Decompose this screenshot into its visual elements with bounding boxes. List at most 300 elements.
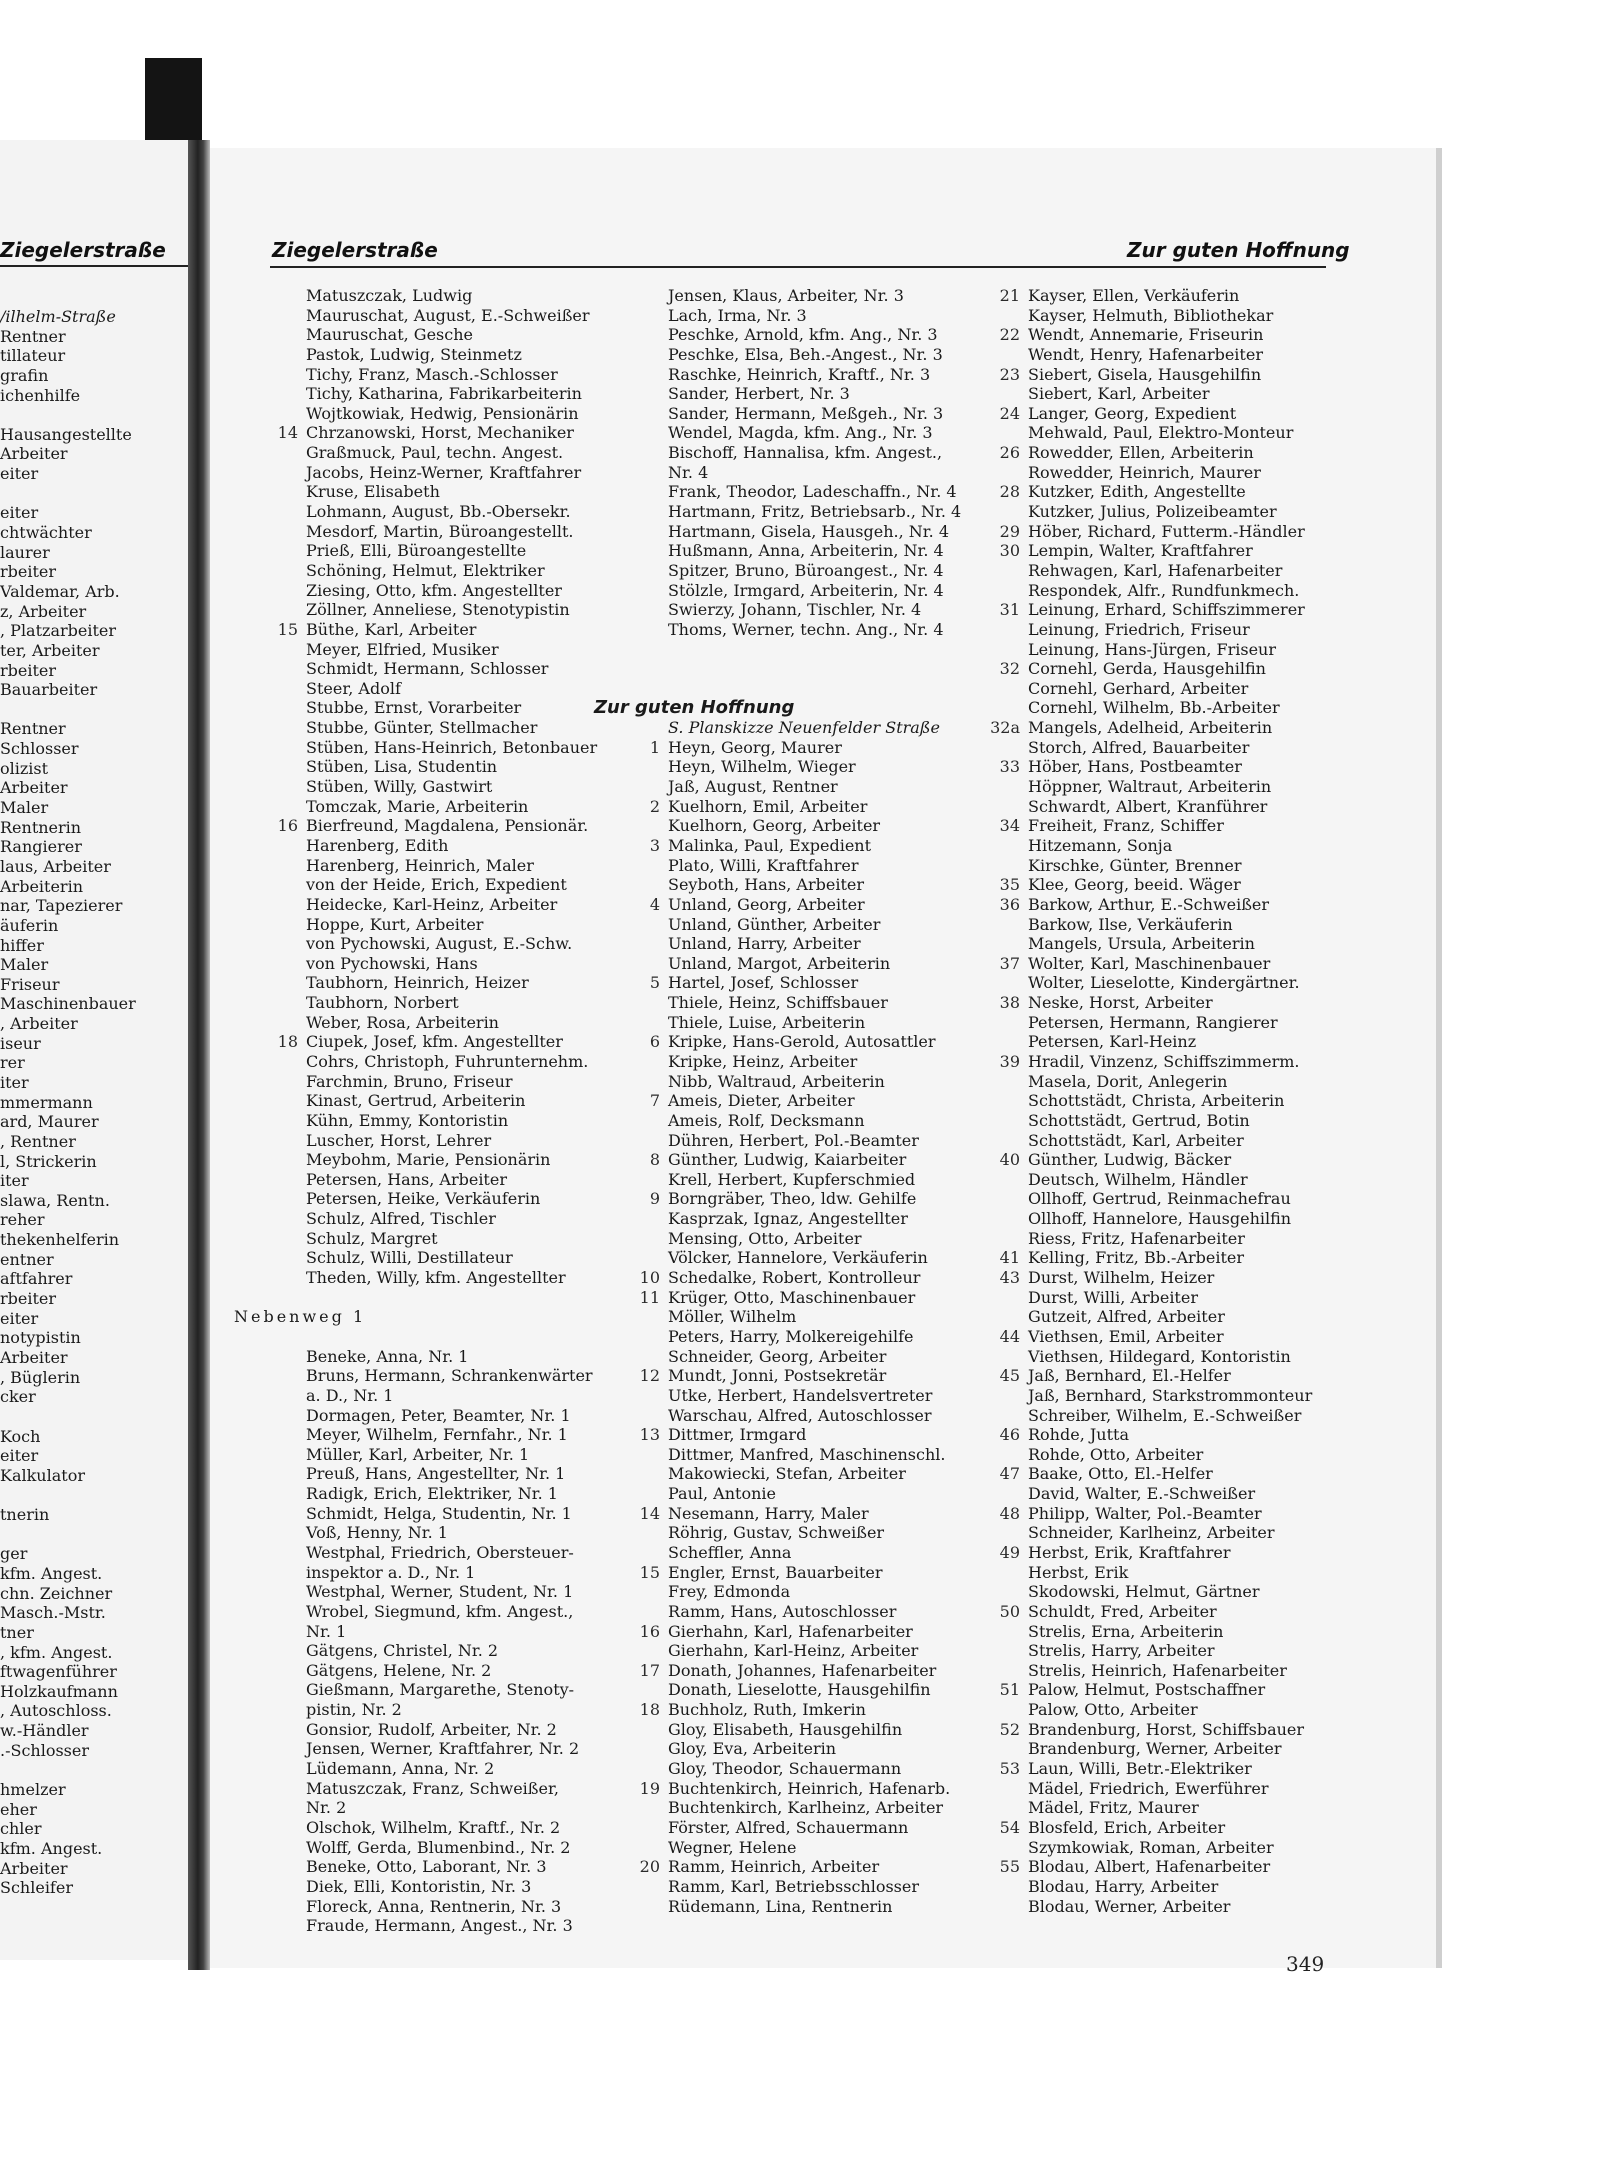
house-number (620, 757, 668, 777)
house-number (980, 934, 1028, 954)
house-number: 4 (649, 894, 660, 914)
resident-entry (980, 738, 1340, 758)
resident-name: Mädel, Friedrich, Ewerführer (1028, 1778, 1269, 1798)
resident-entry (980, 1523, 1340, 1543)
house-number (258, 1131, 306, 1151)
house-number (980, 738, 1028, 758)
house-number: 15 (277, 619, 298, 639)
fragment-text: olizist (0, 758, 49, 778)
fragment-text: ard, Maurer (0, 1112, 99, 1132)
resident-name: Jaß, August, Rentner (668, 777, 838, 797)
resident-name: Höber, Richard, Futterm.-Händler (1028, 521, 1305, 541)
house-number (258, 1700, 306, 1720)
fragment-text: Maschinenbauer (0, 994, 136, 1014)
house-number (980, 1779, 1028, 1799)
resident-entry (980, 1897, 1340, 1917)
fragment-text: eiter (0, 464, 39, 484)
left-page-fragment (0, 1839, 188, 1859)
house-number (980, 1661, 1028, 1681)
resident-name: Nibb, Waltraud, Arbeiterin (668, 1071, 885, 1091)
house-number (620, 1582, 668, 1602)
resident-entry (620, 757, 978, 777)
left-page-column (0, 307, 188, 1898)
house-number (620, 345, 668, 365)
resident-entry (980, 1720, 1340, 1740)
resident-entry (258, 895, 614, 915)
resident-name: Frey, Edmonda (668, 1582, 791, 1602)
resident-entry (620, 581, 978, 601)
resident-entry (980, 1425, 1340, 1445)
resident-name: Thiele, Luise, Arbeiterin (668, 1012, 866, 1032)
resident-entry (620, 1641, 978, 1661)
resident-name: Gießmann, Margarethe, Stenoty- (306, 1680, 575, 1700)
resident-name: Büthe, Karl, Arbeiter (306, 619, 477, 639)
resident-name: Schulz, Willi, Destillateur (306, 1248, 513, 1268)
resident-name: Ciupek, Josef, kfm. Angestellter (306, 1032, 563, 1052)
left-page-fragment (0, 661, 188, 681)
house-number (258, 1170, 306, 1190)
resident-entry (980, 482, 1340, 502)
resident-entry (258, 1248, 614, 1268)
resident-name: Siebert, Gisela, Hausgehilfin (1028, 364, 1262, 384)
house-number (258, 856, 306, 876)
resident-entry (980, 1209, 1340, 1229)
house-number (258, 1798, 306, 1818)
house-number: 50 (999, 1601, 1020, 1621)
resident-entry (620, 1013, 978, 1033)
resident-name: Hußmann, Anna, Arbeiterin, Nr. 4 (668, 541, 944, 561)
resident-name: Beneke, Anna, Nr. 1 (306, 1346, 469, 1366)
page-number: 349 (1286, 1952, 1325, 1976)
resident-name: Meyer, Elfried, Musiker (306, 639, 499, 659)
resident-entry (980, 1327, 1340, 1347)
fragment-text: mmermann (0, 1092, 93, 1112)
resident-entry (620, 482, 978, 502)
resident-entry (620, 620, 978, 640)
resident-entry (980, 1307, 1340, 1327)
resident-entry (258, 875, 614, 895)
resident-entry (620, 738, 978, 758)
house-number (980, 1189, 1028, 1209)
resident-name: Mesdorf, Martin, Büroangestellt. (306, 521, 574, 541)
resident-entry (620, 502, 978, 522)
left-page-fragment (0, 503, 188, 523)
resident-entry (258, 738, 614, 758)
left-page-fragment (0, 1623, 188, 1643)
left-page-fragment (0, 778, 188, 798)
resident-name: Steer, Adolf (306, 678, 401, 698)
resident-name: Kutzker, Edith, Angestellte (1028, 482, 1246, 502)
resident-name: Petersen, Karl-Heinz (1028, 1032, 1197, 1052)
resident-name: Paul, Antonie (668, 1484, 776, 1504)
fragment-text: ter, Arbeiter (0, 640, 100, 660)
fragment-text: notypistin (0, 1328, 81, 1348)
resident-name: Sander, Herbert, Nr. 3 (668, 384, 850, 404)
left-page-fragment (0, 1662, 188, 1682)
house-number (980, 463, 1028, 483)
resident-name: Wendt, Annemarie, Friseurin (1028, 325, 1264, 345)
resident-name: Mädel, Fritz, Maurer (1028, 1798, 1199, 1818)
resident-entry (620, 345, 978, 365)
house-number (980, 1170, 1028, 1190)
resident-name: Stubbe, Ernst, Vorarbeiter (306, 698, 522, 718)
resident-entry (620, 1838, 978, 1858)
house-number: 13 (639, 1425, 660, 1445)
resident-name: Deutsch, Wilhelm, Händler (1028, 1169, 1248, 1189)
resident-name: Theden, Willy, kfm. Angestellter (306, 1268, 566, 1288)
resident-entry (258, 1720, 614, 1740)
resident-name: Kuelhorn, Georg, Arbeiter (668, 816, 881, 836)
resident-name: Weber, Rosa, Arbeiterin (306, 1012, 499, 1032)
fragment-text: ftwagenführer (0, 1662, 117, 1682)
house-number (620, 1602, 668, 1622)
left-page-fragment (0, 680, 188, 700)
resident-name: Matuszczak, Ludwig (306, 286, 473, 305)
house-number (980, 1897, 1028, 1917)
resident-entry (620, 443, 978, 463)
resident-entry (258, 561, 614, 581)
resident-name: Masela, Dorit, Anlegerin (1028, 1071, 1228, 1091)
house-number: 5 (649, 973, 660, 993)
resident-name: Gätgens, Helene, Nr. 2 (306, 1660, 492, 1680)
left-page-fragment (0, 1643, 188, 1663)
fragment-text: Arbeiter (0, 444, 68, 464)
resident-name: Jaß, Bernhard, Starkstrommonteur (1028, 1385, 1313, 1405)
house-number (258, 1563, 306, 1583)
section-name: Nebenweg 1 (234, 1307, 367, 1327)
house-number: 44 (999, 1326, 1020, 1346)
house-number: 29 (999, 521, 1020, 541)
resident-name: Ameis, Rolf, Decksmann (668, 1110, 865, 1130)
resident-name: Schottstädt, Gertrud, Botin (1028, 1110, 1250, 1130)
resident-entry (258, 797, 614, 817)
resident-name: Unland, Georg, Arbeiter (668, 894, 865, 914)
resident-entry (620, 1052, 978, 1072)
resident-entry (258, 1523, 614, 1543)
resident-entry (620, 1720, 978, 1740)
resident-name: Unland, Harry, Arbeiter (668, 934, 861, 954)
house-number (620, 1484, 668, 1504)
house-number (980, 1582, 1028, 1602)
house-number (980, 1445, 1028, 1465)
house-number (620, 1131, 668, 1151)
house-number (258, 1739, 306, 1759)
resident-name: Mensing, Otto, Arbeiter (668, 1228, 862, 1248)
resident-entry (620, 423, 978, 443)
house-number: 55 (999, 1857, 1020, 1877)
resident-entry (620, 522, 978, 542)
house-number (258, 1229, 306, 1249)
resident-entry (620, 463, 978, 483)
resident-name: Westphal, Werner, Student, Nr. 1 (306, 1582, 574, 1602)
resident-entry (980, 1248, 1340, 1268)
resident-entry (258, 1111, 614, 1131)
resident-name: Ollhoff, Hannelore, Hausgehilfin (1028, 1209, 1292, 1229)
resident-name: Fraude, Hermann, Angest., Nr. 3 (306, 1916, 573, 1936)
resident-entry (980, 1641, 1340, 1661)
resident-name: Völcker, Hannelore, Verkäuferin (668, 1248, 928, 1268)
left-page-fragment (0, 1112, 188, 1132)
resident-entry (258, 973, 614, 993)
running-head-left: Ziegelerstraße (272, 238, 438, 262)
left-page-fragment (0, 759, 188, 779)
house-number (258, 1582, 306, 1602)
resident-entry (620, 325, 978, 345)
resident-name: Gloy, Eva, Arbeiterin (668, 1739, 837, 1759)
house-number (258, 797, 306, 817)
house-number: 7 (649, 1091, 660, 1111)
resident-name: Borngräber, Theo, ldw. Gehilfe (668, 1189, 917, 1209)
resident-name: Gutzeit, Alfred, Arbeiter (1028, 1307, 1225, 1327)
resident-entry (620, 1779, 978, 1799)
fragment-text: grafin (0, 365, 49, 385)
house-number (620, 306, 668, 326)
left-page-fragment (0, 621, 188, 641)
resident-name: Rowedder, Heinrich, Maurer (1028, 462, 1261, 482)
street-heading (594, 697, 978, 719)
fragment-text: eher (0, 1799, 37, 1819)
resident-entry (980, 463, 1340, 483)
resident-name: Seyboth, Hans, Arbeiter (668, 875, 865, 895)
resident-name: Jaß, Bernhard, El.-Helfer (1028, 1366, 1231, 1386)
resident-name: Ramm, Heinrich, Arbeiter (668, 1857, 880, 1877)
resident-name: Peschke, Arnold, kfm. Ang., Nr. 3 (668, 325, 938, 345)
house-number (258, 325, 306, 345)
house-number (258, 1523, 306, 1543)
house-number (258, 1759, 306, 1779)
resident-entry (258, 1052, 614, 1072)
resident-entry (258, 836, 614, 856)
fragment-text: , Arbeiter (0, 1014, 78, 1034)
fragment-text: thekenhelferin (0, 1230, 120, 1250)
fragment-text: Holzkaufmann (0, 1681, 118, 1701)
resident-name: Nr. 1 (306, 1621, 347, 1641)
resident-name: Herbst, Erik (1028, 1562, 1129, 1582)
left-page-fragment (0, 1721, 188, 1741)
resident-entry (980, 1759, 1340, 1779)
left-page-fragment (0, 1584, 188, 1604)
resident-entry (620, 1445, 978, 1465)
resident-name: Spitzer, Bruno, Büroangest., Nr. 4 (668, 560, 944, 580)
house-number (258, 1641, 306, 1661)
house-number (620, 1464, 668, 1484)
house-number (620, 1209, 668, 1229)
house-number (980, 973, 1028, 993)
resident-entry (620, 1563, 978, 1583)
fragment-text: Rentner (0, 719, 66, 739)
resident-name: Szymkowiak, Roman, Arbeiter (1028, 1837, 1274, 1857)
left-page-fragment (0, 1250, 188, 1270)
resident-entry (980, 423, 1340, 443)
resident-name: Laun, Willi, Betr.-Elektriker (1028, 1759, 1252, 1779)
resident-entry (620, 718, 978, 738)
resident-entry (258, 1445, 614, 1465)
left-page-fragment (0, 1093, 188, 1113)
left-page-fragment (0, 1368, 188, 1388)
spacer (620, 640, 978, 660)
fragment-text: tner (0, 1622, 34, 1642)
house-number (980, 1484, 1028, 1504)
resident-name: Ollhoff, Gertrud, Reinmachefrau (1028, 1189, 1291, 1209)
resident-entry (980, 404, 1340, 424)
resident-entry (258, 522, 614, 542)
resident-entry (258, 482, 614, 502)
house-number (980, 345, 1028, 365)
resident-entry (980, 1072, 1340, 1092)
resident-entry (980, 875, 1340, 895)
resident-name: Wolter, Karl, Maschinenbauer (1028, 953, 1271, 973)
house-number (980, 384, 1028, 404)
house-number (258, 286, 306, 306)
house-number (258, 1779, 306, 1799)
resident-entry (258, 1464, 614, 1484)
house-number (258, 1150, 306, 1170)
house-number: 32 (999, 659, 1020, 679)
resident-name: Stubbe, Günter, Stellmacher (306, 718, 538, 738)
house-number (980, 1091, 1028, 1111)
house-number (620, 502, 668, 522)
resident-name: Ramm, Hans, Autoschlosser (668, 1601, 897, 1621)
house-number (620, 1406, 668, 1426)
resident-name: Freiheit, Franz, Schiffer (1028, 816, 1224, 836)
left-page-fragment (0, 1328, 188, 1348)
house-number (258, 973, 306, 993)
fragment-text: slawa, Rentn. (0, 1190, 110, 1210)
left-header-rule (0, 265, 188, 267)
resident-name: Prieß, Elli, Büroangestellte (306, 541, 527, 561)
resident-entry (258, 718, 614, 738)
resident-name: Scheffler, Anna (668, 1543, 792, 1562)
house-number (258, 698, 306, 718)
resident-name: Stüben, Hans-Heinrich, Betonbauer (306, 737, 598, 757)
left-page-fragment (0, 1859, 188, 1879)
house-number (620, 1739, 668, 1759)
resident-entry (620, 1111, 978, 1131)
resident-entry (620, 1680, 978, 1700)
resident-name: Tomczak, Marie, Arbeiterin (306, 796, 529, 816)
resident-entry (258, 1209, 614, 1229)
plan-reference: S. Planskizze Neuenfelder Straße (668, 718, 940, 738)
resident-entry (258, 698, 614, 718)
house-number (620, 443, 668, 463)
left-page-fragment (0, 877, 188, 897)
house-number (620, 1327, 668, 1347)
house-number: 48 (999, 1503, 1020, 1523)
fragment-text: Kalkulator (0, 1465, 85, 1485)
resident-name: Kirschke, Günter, Brenner (1028, 855, 1242, 875)
house-number: 21 (999, 286, 1020, 305)
resident-name: Tichy, Franz, Masch.-Schlosser (306, 364, 558, 384)
resident-name: Schmidt, Hermann, Schlosser (306, 659, 549, 679)
house-number (980, 1013, 1028, 1033)
resident-entry (620, 1818, 978, 1838)
resident-entry (620, 365, 978, 385)
resident-name: Respondek, Alfr., Rundfunkmech. (1028, 580, 1300, 600)
resident-entry (258, 757, 614, 777)
house-number: 53 (999, 1759, 1020, 1779)
resident-name: Barkow, Ilse, Verkäuferin (1028, 914, 1233, 934)
resident-name: Thoms, Werner, techn. Ang., Nr. 4 (668, 619, 944, 639)
house-number (258, 365, 306, 385)
fragment-text: , Rentner (0, 1131, 76, 1151)
resident-entry (258, 1347, 614, 1367)
house-number (980, 856, 1028, 876)
section-heading (234, 1307, 614, 1327)
house-number (258, 482, 306, 502)
house-number: 40 (999, 1150, 1020, 1170)
house-number (258, 1072, 306, 1092)
house-number (258, 875, 306, 895)
house-number: 14 (277, 423, 298, 443)
house-number (620, 1897, 668, 1917)
house-number (620, 286, 668, 306)
resident-entry (980, 1229, 1340, 1249)
left-page-fragment (0, 523, 188, 543)
resident-entry (258, 581, 614, 601)
resident-name: Meyer, Wilhelm, Fernfahr., Nr. 1 (306, 1425, 568, 1445)
fragment-text: äuferin (0, 915, 59, 935)
resident-entry (620, 561, 978, 581)
resident-entry (258, 659, 614, 679)
resident-entry (258, 1406, 614, 1426)
resident-name: Hartel, Josef, Schlosser (668, 973, 859, 993)
house-number: 9 (649, 1189, 660, 1209)
resident-entry (980, 856, 1340, 876)
resident-name: Barkow, Arthur, E.-Schweißer (1028, 894, 1270, 914)
house-number (620, 1229, 668, 1249)
resident-entry (258, 325, 614, 345)
house-number (258, 1268, 306, 1288)
resident-entry (620, 777, 978, 797)
house-number: 24 (999, 403, 1020, 423)
resident-entry (980, 1857, 1340, 1877)
house-number: 38 (999, 993, 1020, 1013)
house-number (258, 1661, 306, 1681)
left-page-fragment (0, 1760, 188, 1780)
resident-name: Kühn, Emmy, Kontoristin (306, 1110, 509, 1130)
resident-entry (980, 1877, 1340, 1897)
resident-name: Wegner, Helene (668, 1837, 797, 1857)
resident-entry (258, 679, 614, 699)
resident-entry (620, 384, 978, 404)
fragment-text: , Platzarbeiter (0, 621, 117, 641)
house-number: 32a (990, 718, 1020, 738)
house-number (980, 915, 1028, 935)
resident-entry (258, 1013, 614, 1033)
resident-name: Stölzle, Irmgard, Arbeiterin, Nr. 4 (668, 580, 944, 600)
left-page-fragment (0, 1819, 188, 1839)
house-number (620, 1170, 668, 1190)
resident-name: Dittmer, Manfred, Maschinenschl. (668, 1444, 946, 1464)
resident-name: Möller, Wilhelm (668, 1307, 797, 1327)
resident-name: Donath, Johannes, Hafenarbeiter (668, 1660, 937, 1680)
resident-name: Tichy, Katharina, Fabrikarbeiterin (306, 384, 582, 404)
resident-entry (258, 1916, 614, 1936)
resident-name: Matuszczak, Franz, Schweißer, (306, 1778, 559, 1798)
house-number (258, 1484, 306, 1504)
resident-entry (620, 856, 978, 876)
resident-entry (258, 423, 614, 443)
resident-name: von Pychowski, Hans (306, 953, 478, 973)
fragment-text: ger (0, 1544, 28, 1564)
resident-name: Utke, Herbert, Handelsvertreter (668, 1385, 933, 1405)
resident-name: Schulz, Alfred, Tischler (306, 1209, 496, 1229)
resident-entry (620, 797, 978, 817)
resident-name: Zöllner, Anneliese, Stenotypistin (306, 600, 570, 620)
house-number (980, 777, 1028, 797)
resident-name: Gierhahn, Karl-Heinz, Arbeiter (668, 1641, 919, 1661)
house-number: 12 (639, 1366, 660, 1386)
